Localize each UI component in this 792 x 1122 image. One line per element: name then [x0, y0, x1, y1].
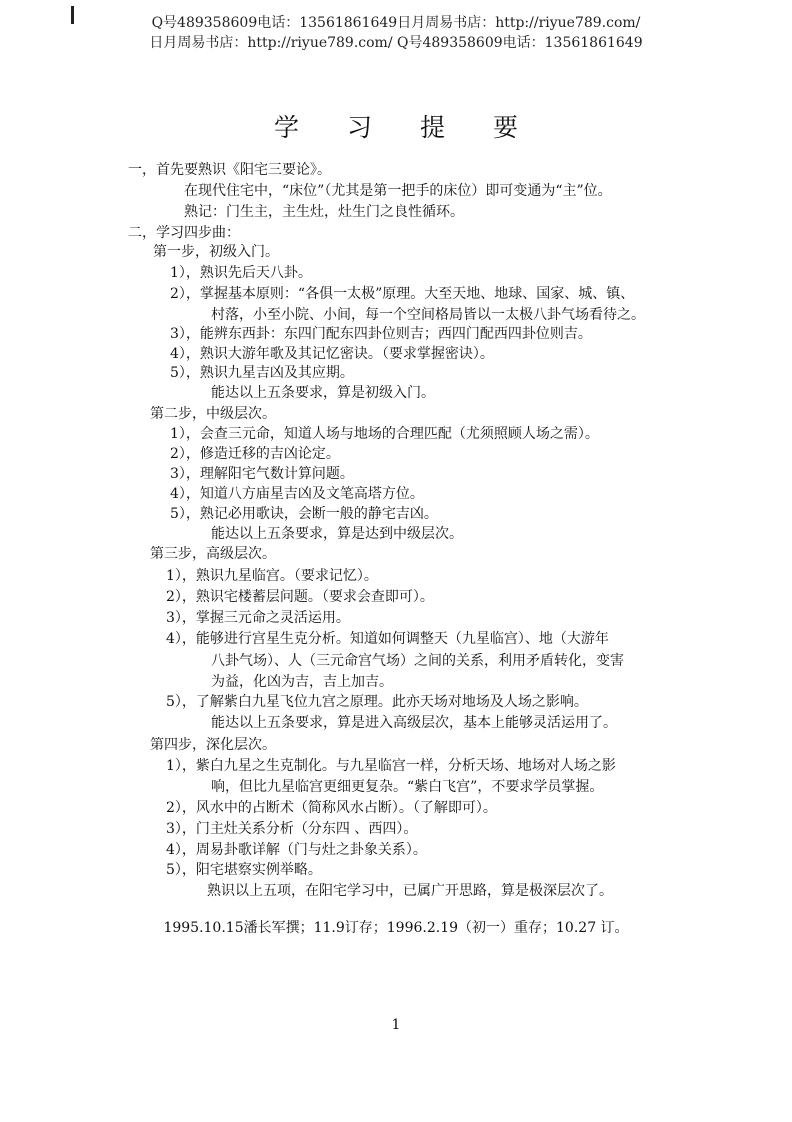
list-item: 2），熟识宅楼蓄层问题。（要求会查即可）。 [166, 589, 434, 605]
list-item: 5），了解紫白九星飞位九宫之原理。此亦天场对地场及人场之影响。 [166, 694, 588, 710]
list-item-continued: 为益，化凶为吉，吉上加吉。 [211, 674, 393, 690]
list-item: 4），熟识大游年歌及其记忆密诀。（要求掌握密诀）。 [170, 346, 494, 362]
list-item: 3），掌握三元命之灵活运用。 [166, 610, 350, 626]
list-item: 1），熟识九星临宫。（要求记忆）。 [166, 568, 378, 584]
summary-line: 能达以上五条要求，算是初级入门。 [211, 385, 435, 401]
summary-line: 熟识以上五项，在阳宅学习中，已属广开思路，算是极深层次了。 [207, 883, 613, 899]
text-line: 一，首先要熟识《阳宅三要论》。 [128, 162, 331, 178]
list-item: 3），门主灶关系分析（分东四 、西四）。 [166, 821, 418, 837]
list-item: 1），熟识先后天八卦。 [170, 265, 312, 281]
summary-line: 能达以上五条要求，算是达到中级层次。 [211, 526, 463, 542]
section-heading: 第四步，深化层次。 [150, 737, 276, 753]
header-line-2: 日月周易书店：http://riyue789.com/ Q号489358609电话：13561861649 [149, 35, 643, 51]
page-number: 1 [391, 1017, 401, 1033]
list-item: 3），能辨东西卦：东四门配东四卦位则吉；西四门配西四卦位则吉。 [170, 326, 592, 342]
list-item: 2），修造迁移的吉凶论定。 [170, 446, 340, 462]
list-item: 5），阳宅堪察实例举略。 [166, 862, 322, 878]
page-title: 学习提要 [273, 113, 566, 142]
section-heading: 第二步，中级层次。 [150, 406, 276, 422]
list-item: 1），会查三元命，知道人场与地场的合理匹配（尤须照顾人场之需）。 [170, 426, 599, 442]
list-item-continued: 响，但比九星临宫更细更复杂。“紫白飞宫”，不要求学员掌握。 [211, 779, 604, 795]
authorship-dateline: 1995.10.15潘长军撰；11.9订存；1996.2.19（初一）重存；10.27 订。 [163, 920, 629, 936]
header-line-1: Q号489358609电话：13561861649日月周易书店：http://riyue789.com/ [151, 15, 641, 31]
list-item: 5），熟记必用歌诀，会断一般的静宅吉凶。 [170, 506, 438, 522]
text-line: 熟记：门生主，主生灶，灶生门之良性循环。 [184, 204, 464, 220]
summary-line: 能达以上五条要求，算是进入高级层次，基本上能够灵活运用了。 [211, 715, 617, 731]
list-item: 4），周易卦歌详解（门与灶之卦象关系）。 [166, 842, 427, 858]
list-item: 4），知道八方庙星吉凶及文笔高塔方位。 [170, 486, 424, 502]
list-item: 2），掌握基本原则：“各俱一太极”原理。大至天地、地球、国家、城、镇、 [170, 286, 635, 302]
list-item: 5），熟识九星吉凶及其应期。 [170, 365, 354, 381]
list-item: 2），风水中的占断术（简称风水占断）。（了解即可）。 [166, 800, 497, 816]
list-item-continued: 八卦气场）、人（三元命宫气场）之间的关系，利用矛盾转化，变害 [211, 653, 624, 669]
list-item-continued: 村落，小至小院、小间，每一个空间格局皆以一太极八卦气场看待之。 [211, 307, 645, 323]
section-heading: 第一步，初级入门。 [153, 244, 279, 260]
section-heading: 第三步，高级层次。 [150, 546, 276, 562]
list-item: 1），紫白九星之生克制化。与九星临宫一样，分析天场、地场对人场之影 [166, 758, 616, 774]
text-line: 在现代住宅中，“床位”（尤其是第一把手的床位）即可变通为“主”位。 [184, 183, 612, 199]
list-item: 4），能够进行宫星生克分析。知道如何调整天（九星临宫）、地（大游年 [166, 631, 609, 647]
text-line: 二，学习四步曲： [128, 225, 240, 241]
list-item: 3），理解阳宅气数计算问题。 [170, 466, 354, 482]
